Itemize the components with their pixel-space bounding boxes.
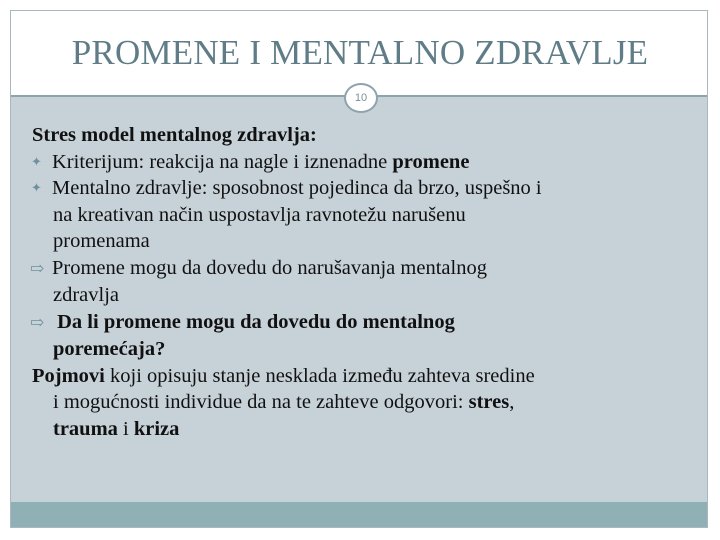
paragraph-line-3 xyxy=(32,416,692,443)
hollow-arrow-bullet-icon: ⇨ xyxy=(30,312,45,332)
paragraph-line-1-text: koji opisuju stanje nesklada između zahteva sredine xyxy=(104,364,535,387)
paragraph-comma: , xyxy=(509,391,515,413)
bullet-item-2 xyxy=(32,175,692,202)
body-heading: Stres model mentalnog zdravlja: xyxy=(32,124,317,146)
term-stres: stres xyxy=(468,391,510,413)
term-kriza: kriza xyxy=(133,417,180,440)
bullet-item-1-emphasis: promene xyxy=(392,150,470,173)
paragraph-line-2 xyxy=(32,389,692,416)
arrow-item-2-line-1: Da li promene mogu da dovedu do mentalnog xyxy=(52,310,455,333)
slide-body xyxy=(32,122,692,442)
arrow-item-1-line-2: zdravlja xyxy=(53,284,120,306)
arrow-item-1 xyxy=(32,255,692,283)
bullet-item-2-line-1: Mentalno zdravlje: sposobnost pojedinca da brzo, uspešno i xyxy=(52,177,542,199)
arrow-item-2-line-2: poremećaja? xyxy=(53,338,166,360)
paragraph-line-1 xyxy=(32,363,692,390)
arrow-item-2 xyxy=(32,309,692,337)
bullet-item-2-line-3: promenama xyxy=(53,230,150,252)
slide-title: PROMENE I MENTALNO ZDRAVLJE xyxy=(71,33,649,72)
paragraph-term: Pojmovi xyxy=(32,364,105,387)
hollow-arrow-bullet-icon: ⇨ xyxy=(30,258,45,278)
paragraph-connector: i xyxy=(117,417,134,440)
paragraph-line-2-text: i mogućnosti individue da na te zahteve odgovori: xyxy=(53,391,469,413)
arrow-item-1-line-1: Promene mogu da dovedu do narušavanja mentalnog xyxy=(52,256,487,279)
bullet-item-1-text: Kriterijum: reakcija na nagle i iznenadne xyxy=(52,150,393,173)
bullet-item-2-line-2: na kreativan način uspostavlja ravnotežu narušenu xyxy=(53,203,466,226)
bullet-item-1 xyxy=(32,149,692,176)
diamond-bullet-icon: ✦ xyxy=(31,153,42,169)
term-trauma: trauma xyxy=(53,417,118,440)
diamond-bullet-icon: ✦ xyxy=(31,180,42,195)
page-number-badge: 10 xyxy=(344,83,378,113)
